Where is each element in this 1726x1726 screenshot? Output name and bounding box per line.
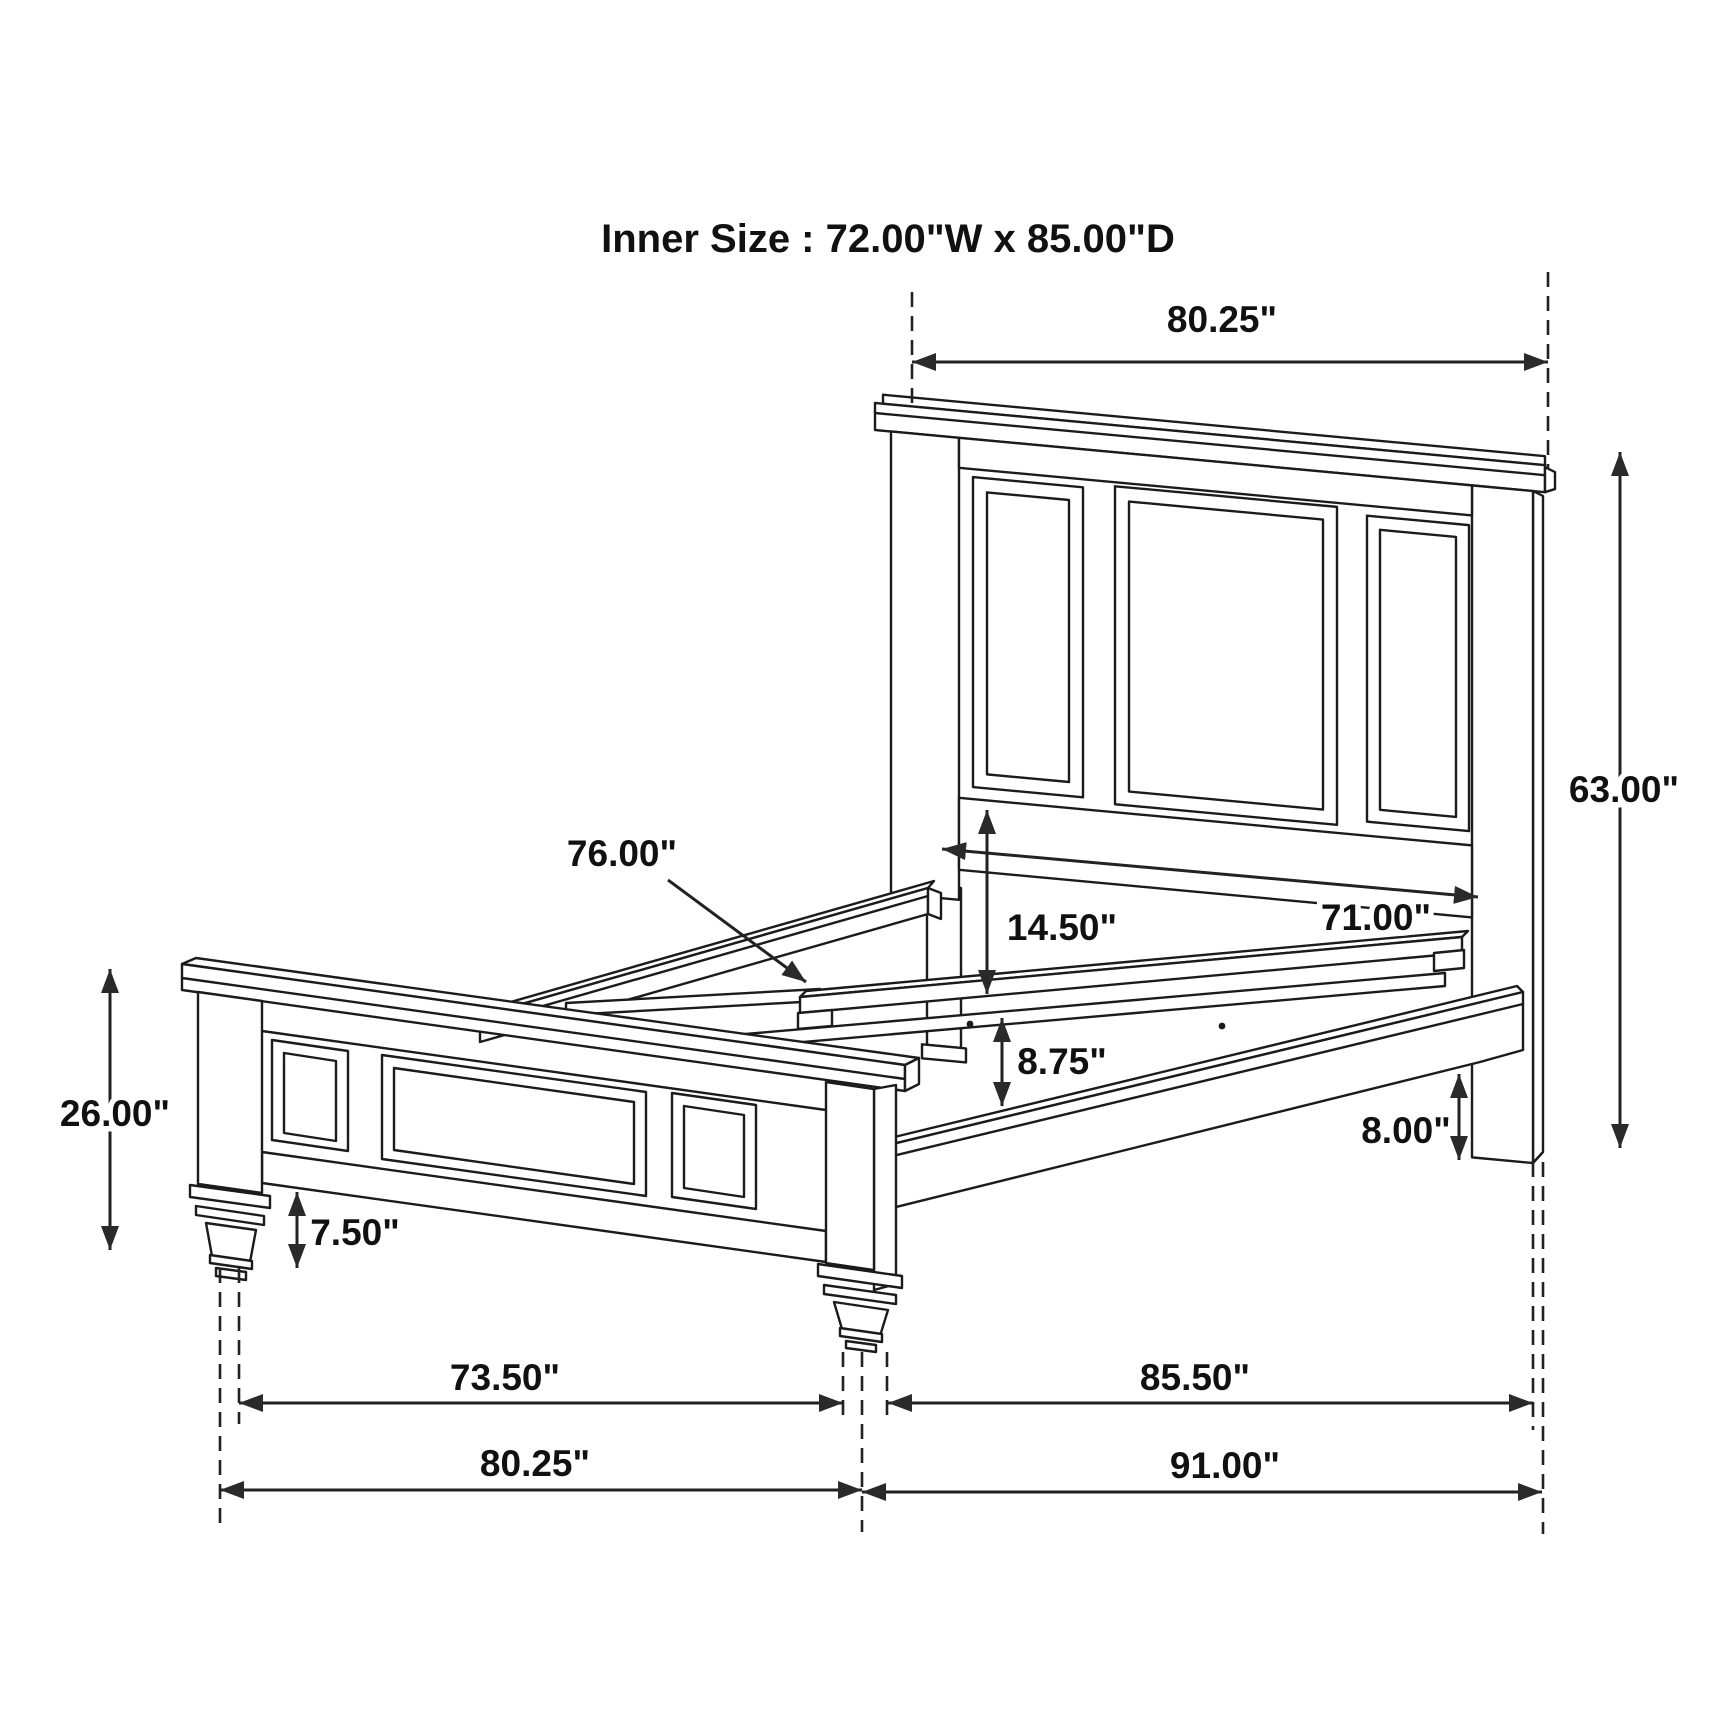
bolt-dot [1219,1023,1226,1030]
headboard-left-post [891,431,959,899]
dimension-overall-depth [862,1445,1542,1492]
dim-label-headboard-panel-to-rail: 14.50" [1006,907,1118,948]
bolt-dot [967,1021,974,1028]
footboard-right-post-side [874,1085,896,1290]
dim-label-footboard-inner-width: 73.50" [449,1357,561,1398]
headboard-inner-leg-foot [922,1044,966,1062]
dim-label-slat-rail-length: 76.00" [566,833,678,874]
dim-label-footboard-clearance: 7.50" [310,1212,400,1253]
dimension-footboard-width [220,1443,862,1490]
headboard-panel-left [973,477,1083,797]
dim-label-headboard-inner-width: 71.00" [1320,897,1432,938]
footboard-right-post [826,1082,874,1270]
center-rail-foot-right [1434,950,1464,971]
page-title: Inner Size : 72.00"W x 85.00"D [601,217,1175,261]
headboard-panel-center [1115,486,1337,825]
far-side-rail-end-cap [928,888,941,919]
dim-label-headboard-width-top: 80.25" [1166,299,1278,340]
headboard-right-leg-side [1533,491,1543,1164]
headboard-panel-right [1367,516,1469,831]
footboard-right-foot [846,1341,876,1352]
dimension-side-rail-length [888,1357,1533,1403]
headboard-crown-end-cap [1545,467,1555,493]
dim-label-footboard-height: 26.00" [59,1093,171,1134]
dimension-footboard-clearance [297,1192,400,1268]
dim-label-slat-support-height: 8.75" [1017,1041,1107,1082]
dim-label-side-rail-length: 85.50" [1139,1357,1251,1398]
dim-label-footboard-width: 80.25" [479,1443,591,1484]
footboard-left-post [198,992,262,1193]
footboard-crown-end-cap [905,1058,919,1091]
dim-label-rail-bottom-clearance: 8.00" [1361,1110,1451,1151]
dimension-footboard-height [60,969,170,1250]
dim-label-headboard-height: 63.00" [1568,769,1680,810]
dimension-footboard-inner-width [239,1357,843,1403]
dim-label-overall-depth: 91.00" [1169,1445,1281,1486]
dimension-headboard-height [1569,452,1679,1148]
